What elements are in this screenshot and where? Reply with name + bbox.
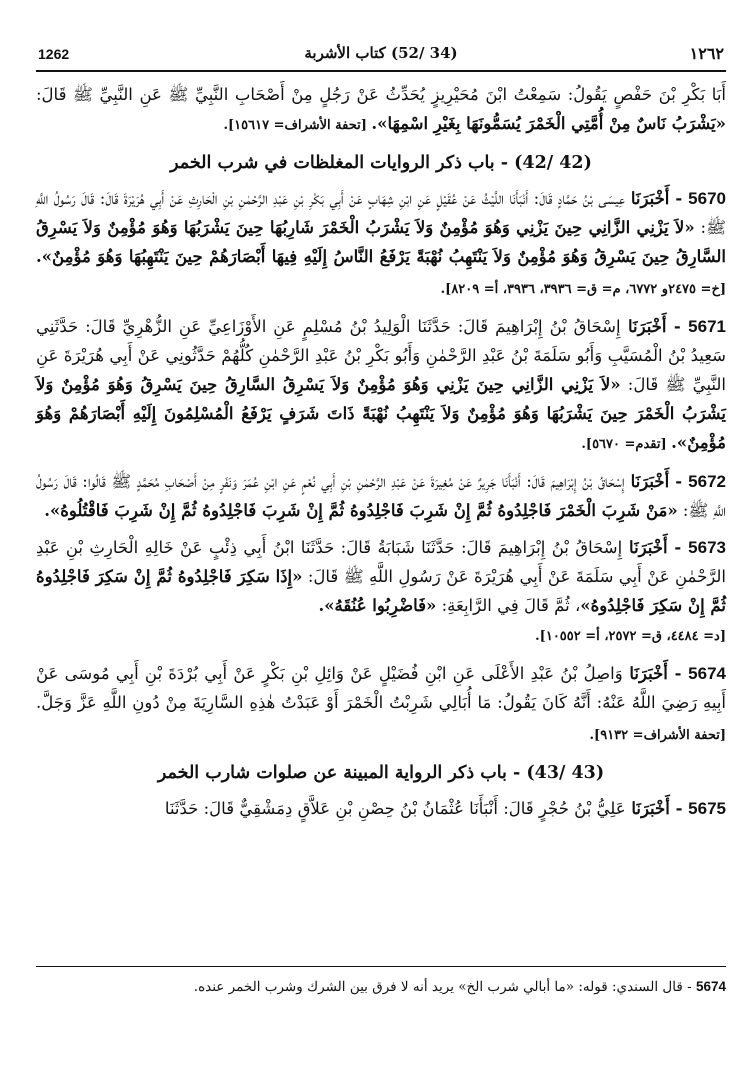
isnad-text: أَبَا بَكْرِ بْنَ حَفْصٍ يَقُولُ: سَمِعْتُ ابْنَ مُحَيْرِيزٍ يُحَدِّثُ عَنْ رَجُلٍ مِنْ أَصْحَابِ النَّبِيِّ ﷺ عَنِ النَّبِيِّ ﷺ قَالَ:: [36, 85, 726, 104]
isnad-text: عِيسَى بْنُ حَمَّادٍ قَالَ: أَنْبَأَنَا اللَّيْثُ عَنْ عُقَيْلٍ عَنِ ابْنِ شِهَابٍ عَنْ أَبِي بَكْرِ بْنِ عَبْدِ الرَّحْمٰنِ بْنِ الْحَارِثِ عَنْ أَبِي هُرَيْرَةَ قَالَ: قَالَ رَسُولُ اللَّهِ ﷺ:: [36, 189, 726, 237]
takhrij-reference: [تقدم= ٥٦٧٠].: [581, 437, 672, 452]
hadith-number: 5671: [688, 317, 726, 336]
hadith-5675: [36, 794, 726, 823]
hadith-5673: [36, 533, 726, 651]
takhrij-reference: [تحفة الأشراف= ١٥٦١٧].: [223, 118, 372, 133]
footnote-number: 5674: [695, 979, 726, 994]
hadith-5672: [36, 467, 726, 525]
matn-text: «يَشْرَبُ نَاسٌ مِنْ أُمَّتِي الْخَمْرَ يُسَمُّونَهَا بِغَيْرِ اسْمِهَا».: [371, 114, 726, 133]
hadith-number: 5670: [688, 189, 726, 208]
hadith-number: 5675: [688, 799, 726, 818]
chapter-heading: (42 /42) - باب ذكر الروايات المغلظات في شرب الخمر: [170, 153, 592, 173]
takhrij-reference: [خ= ٢٤٧٥و ٦٧٧٢، م= ق= ٣٩٣٦، ٣٩٣٦، أ= ٨٢٠٩].: [440, 282, 726, 297]
footnote: [36, 976, 726, 998]
matn-text: «لاَ يَزْنِي الزَّانِي حِينَ يَزْنِي وَهُوَ مُؤْمِنٌ وَلاَ يَسْرِقُ السَّارِقُ حِينَ يَسْرِقُ وَهُوَ مُؤْمِنٌ وَلاَ يَشْرَبُ الْخَمْرَ حِينَ يَشْرَبُهَا وَهُوَ مُؤْمِنٌ وَلاَ يَنْتَهِبُ نُهْبَةً ذَاتَ شَرَفٍ يَرْفَعُ الْمُسْلِمُونَ إِلَيْهِ أَبْصَارَهُمْ وَهُوَ مُؤْمِنٌ».: [36, 375, 726, 452]
isnad-text: وَاصِلُ بْنُ عَبْدِ الأَعْلَى عَنِ ابْنِ فُضَيْلٍ عَنْ وَائِلِ بْنِ بَكْرٍ عَنْ أَبِي بُرْدَةَ بْنِ أَبِي مُوسَى عَنْ أَبِيهِ رَضِيَ اللَّهُ عَنْهُ: أَنَّهُ كَانَ يَقُولُ: مَا أُبَالِي شَرِبْتُ الْخَمْرَ أَوْ عَبَدْتُ هٰذِهِ السَّارِيَةَ مِنْ دُونِ اللَّهِ عَزَّ وَجَلَّ.: [36, 664, 726, 712]
page-body: [36, 80, 726, 823]
isnad-text: عَلِيُّ بْنُ حُجْرٍ قَالَ: أَنْبَأَنَا عُثْمَانُ بْنُ حِصْنِ بْنِ عَلاَّقٍ دِمَشْقِيٌّ قَالَ: حَدَّثَنَا: [164, 799, 626, 818]
akhbarana-word: - أَخْبَرَنَا: [620, 317, 689, 336]
page-number-latin: 1262: [38, 46, 70, 62]
chapter-heading-2: (43 /43) - باب ذكر الرواية المبينة عن صلوات شارب الخمر: [157, 763, 605, 783]
hadith-5670: [36, 184, 726, 304]
page-number-arabic: ١٢٦٢: [689, 44, 724, 63]
isnad-text: إِسْحَاقُ بْنُ إِبْرَاهِيمَ قَالَ: حَدَّثَنَا الْوَلِيدُ بْنُ مُسْلِمٍ عَنِ الأَوْزَاعِيِّ عَنِ الزُّهْرِيِّ قَالَ: حَدَّثَنِي سَعِيدُ بْنُ الْمُسَيَّبِ وَأَبُو سَلَمَةَ بْنُ عَبْدِ الرَّحْمٰنِ وَأَبُو بَكْرِ بْنُ عَبْدِ الرَّحْمٰنِ كُلُّهُمْ حَدَّثُونِي عَنْ أَبِي هُرَيْرَةَ عَنِ النَّبِيِّ ﷺ قَالَ:: [36, 317, 727, 394]
akhbarana-word: - أَخْبَرَنَا: [625, 799, 689, 818]
akhbarana-word: - أَخْبَرَنَا: [624, 189, 689, 208]
running-title: (34 /52) كتاب الأشربة: [304, 44, 458, 62]
hadith-5674: [36, 659, 726, 750]
matn-text-fourth: «فَاضْرِبُوا عُنُقَهُ».: [318, 596, 437, 615]
header-rule: [36, 70, 726, 72]
hadith-5671: [36, 312, 726, 459]
footnote-label: - قال السندي:: [607, 979, 696, 995]
matn-text: «مَنْ شَرِبَ الْخَمْرَ فَاجْلِدُوهُ ثُمَّ إِنْ شَرِبَ فَاجْلِدُوهُ ثُمَّ إِنْ شَرِبَ فَاجْلِدُوهُ ثُمَّ إِنْ شَرِبَ فَاقْتُلُوهُ».: [44, 501, 678, 520]
isnad-text: إِسْحَاقُ بْنُ إِبْرَاهِيمَ قَالَ: حَدَّثَنَا شَبَابَةُ قَالَ: حَدَّثَنَا ابْنُ أَبِي ذِئْبٍ عَنْ خَالِهِ الْحَارِثِ بْنِ عَبْدِ الرَّحْمٰنِ عَنْ أَبِي سَلَمَةَ عَنْ أَبِي هُرَيْرَةَ عَنْ رَسُولِ اللَّهِ ﷺ قَالَ:: [36, 538, 727, 586]
hadith-number: 5674: [688, 664, 726, 683]
isnad-text: إِسْحَاقُ بْنُ إِبْرَاهِيمَ قَالَ: أَنْبَأَنَا جَرِيرٌ عَنْ مُغِيرَةَ عَنْ عَبْدِ الرَّحْمٰنِ بْنِ أَبِي نُعْمٍ عَنِ ابْنِ عُمَرَ وَنَفَرٍ مِنْ أَصْحَابِ مُحَمَّدٍ ﷺ قَالُوا: قَالَ رَسُولُ اللَّهِ ﷺ:: [36, 472, 726, 520]
isnad-continuation: ، ثُمَّ قَالَ فِي الرَّابِعَةِ:: [436, 596, 581, 615]
takhrij-reference: [د= ٤٤٨٤، ق= ٢٥٧٢، أ= ١٠٥٥٢].: [535, 629, 726, 644]
akhbarana-word: - أَخْبَرَنَا: [624, 472, 689, 491]
akhbarana-word: - أَخْبَرَنَا: [622, 538, 689, 557]
footnote-text: قوله: «ما أبالي شرب الخ» يريد أنه لا فرق بين الشرك وشرب الخمر عنده.: [193, 979, 608, 995]
hadith-number: 5672: [688, 472, 726, 491]
page-header: [36, 40, 726, 70]
takhrij-reference: [تحفة الأشراف= ٩١٣٢].: [589, 728, 726, 743]
hadith-number: 5673: [688, 538, 726, 557]
book-page: [36, 40, 726, 827]
akhbarana-word: - أَخْبَرَنَا: [622, 664, 689, 683]
matn-text: «إِذَا سَكِرَ فَاجْلِدُوهُ ثُمَّ إِنْ سَكِرَ فَاجْلِدُوهُ ثُمَّ إِنْ سَكِرَ فَاجْلِدُوهُ»: [36, 567, 726, 615]
footnote-rule: [36, 966, 726, 967]
hadith-continuation: [36, 80, 726, 140]
matn-text: «لاَ يَزْنِي الزَّانِي حِينَ يَزْنِي وَهُوَ مُؤْمِنٌ وَلاَ يَشْرَبُ الْخَمْرَ شَارِبُهَا حِينَ يَشْرَبُهَا وَهُوَ مُؤْمِنٌ وَلاَ يَسْرِقُ السَّارِقُ حِينَ يَسْرِقُ وَهُوَ مُؤْمِنٌ وَلاَ يَنْتَهِبُ نُهْبَةً يَرْفَعُ النَّاسُ إِلَيْهِ فِيهَا أَبْصَارَهُمْ حِينَ يَنْتَهِبُهَا وَهُوَ مُؤْمِنٌ».: [36, 218, 726, 266]
